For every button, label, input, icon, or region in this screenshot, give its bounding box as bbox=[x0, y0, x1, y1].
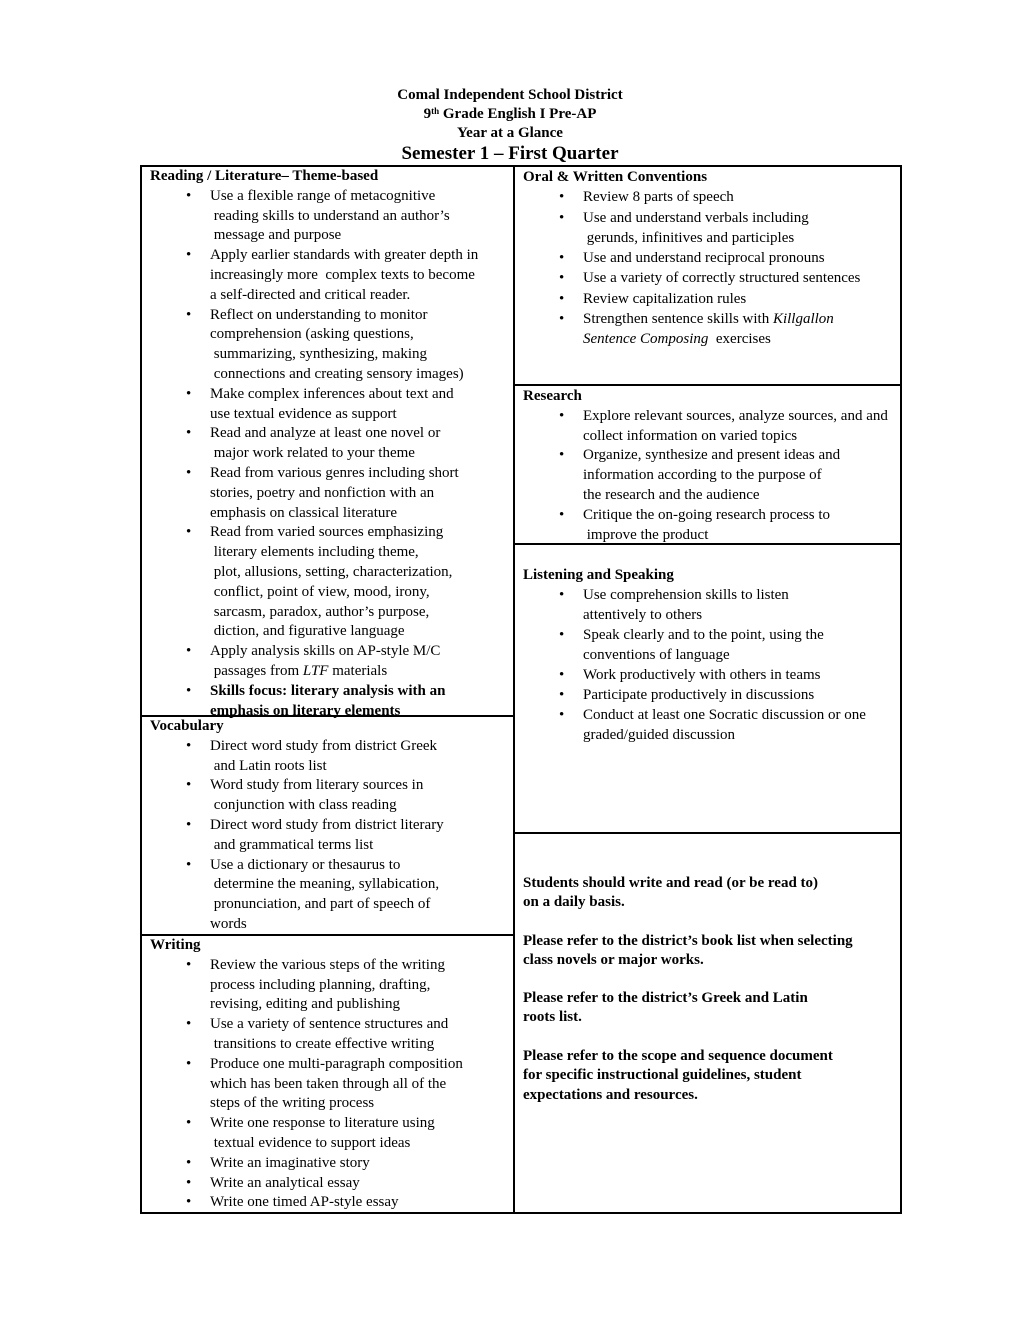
list-item bbox=[523, 446, 923, 505]
conventions-research-divider bbox=[513, 384, 902, 386]
list-item bbox=[523, 289, 903, 309]
semester-title: Semester 1 – First Quarter bbox=[401, 143, 619, 164]
list-item bbox=[523, 506, 923, 546]
item-line: • Direct word study from district literary bbox=[210, 816, 444, 833]
list-item bbox=[523, 407, 923, 447]
item-line: • Write one response to literature using bbox=[210, 1115, 435, 1132]
item-line: stories, poetry and nonfiction with an bbox=[210, 484, 435, 501]
note-line: expectations and resources. bbox=[523, 1086, 698, 1103]
year-at-glance: Year at a Glance bbox=[457, 125, 563, 141]
item-line: • Read from various genres including short bbox=[210, 464, 459, 481]
item-line: information according to the purpose of bbox=[583, 467, 822, 484]
item-line: passages from LTF materials bbox=[210, 662, 388, 679]
reading-section bbox=[150, 167, 512, 721]
item-line: collect information on varied topics bbox=[583, 427, 798, 444]
sentence-composing-emphasis: Sentence Composing bbox=[583, 331, 709, 348]
list-item bbox=[523, 625, 903, 665]
reading-list bbox=[150, 187, 512, 722]
item-line: plot, allusions, setting, characterization, bbox=[210, 563, 453, 580]
item-line: a self-directed and critical reader. bbox=[210, 286, 411, 303]
list-item bbox=[150, 246, 512, 305]
list-item bbox=[523, 268, 903, 288]
item-line: pronunciation, and part of speech of bbox=[210, 896, 431, 913]
item-line: graded/guided discussion bbox=[583, 727, 736, 743]
list-item bbox=[150, 816, 512, 856]
note-scope-sequence bbox=[523, 1047, 833, 1105]
note-line: Please refer to the district’s Greek and Latin bbox=[523, 990, 808, 1006]
item-line: • Write an analytical essay bbox=[210, 1174, 360, 1191]
course-name: Grade English I Pre-AP bbox=[439, 106, 597, 122]
list-item bbox=[150, 1193, 512, 1213]
research-title: Research bbox=[523, 388, 582, 404]
item-line: • Direct word study from district Greek bbox=[210, 737, 438, 754]
list-item bbox=[150, 385, 512, 425]
list-item bbox=[150, 737, 512, 777]
list-item bbox=[150, 424, 512, 464]
item-line: conventions of language bbox=[583, 647, 730, 663]
item-line: • Speak clearly and to the point, using the bbox=[583, 627, 824, 643]
list-item bbox=[150, 682, 512, 722]
item-line: • Write an imaginative story bbox=[210, 1154, 370, 1171]
item-line: • Use a variety of correctly structured sentences bbox=[583, 270, 861, 287]
district-name: Comal Independent School District bbox=[397, 87, 623, 103]
item-line: • Review capitalization rules bbox=[583, 290, 747, 307]
list-item bbox=[523, 685, 903, 705]
grade-suffix: th bbox=[431, 106, 440, 116]
note-line: class novels or major works. bbox=[523, 952, 704, 969]
listening-notes-divider bbox=[513, 832, 902, 834]
item-line: conjunction with class reading bbox=[210, 797, 397, 814]
item-line: steps of the writing process bbox=[210, 1095, 375, 1112]
item-line: transitions to create effective writing bbox=[210, 1035, 435, 1052]
vocabulary-section bbox=[150, 717, 512, 935]
item-line: which has been taken through all of the bbox=[210, 1075, 447, 1092]
item-line: Sentence Composing exercises bbox=[583, 331, 771, 348]
list-item bbox=[523, 248, 903, 268]
item-line: and grammatical terms list bbox=[210, 836, 374, 853]
list-item bbox=[150, 306, 512, 385]
item-line: • Use a flexible range of metacognitive bbox=[210, 187, 436, 204]
note-line: on a daily basis. bbox=[523, 894, 625, 911]
item-line: • Reflect on understanding to monitor bbox=[210, 306, 428, 323]
item-line: improve the product bbox=[583, 526, 709, 543]
conventions-title: Oral & Written Conventions bbox=[523, 169, 708, 185]
note-line: Please refer to the district’s book list when selecting bbox=[523, 933, 853, 949]
item-line: • Read and analyze at least one novel or bbox=[210, 425, 441, 442]
item-line: diction, and figurative language bbox=[210, 623, 405, 640]
conventions-section bbox=[523, 167, 903, 350]
item-line: • Produce one multi-paragraph composition bbox=[210, 1055, 463, 1072]
item-line: • Use comprehension skills to listen bbox=[583, 587, 789, 603]
item-line: increasingly more complex texts to become bbox=[210, 266, 475, 283]
item-line: words bbox=[210, 915, 247, 932]
item-line: • Skills focus: literary analysis with an bbox=[210, 682, 446, 699]
list-item bbox=[523, 705, 903, 745]
list-item bbox=[523, 309, 903, 350]
item-line: • Make complex inferences about text and bbox=[210, 385, 454, 402]
item-line: sarcasm, paradox, author’s purpose, bbox=[210, 603, 430, 620]
course-title bbox=[0, 105, 1020, 124]
item-line: • Use and understand reciprocal pronouns bbox=[583, 250, 825, 267]
list-item bbox=[150, 523, 512, 642]
item-line: • Write one timed AP-style essay bbox=[210, 1194, 399, 1211]
conventions-list bbox=[523, 187, 903, 349]
item-line: determine the meaning, syllabication, bbox=[210, 876, 440, 893]
list-item bbox=[150, 856, 512, 935]
reading-title: Reading / Literature– Theme-based bbox=[150, 168, 379, 184]
item-line: • Strengthen sentence skills with Killgallon bbox=[583, 311, 834, 328]
item-line: • Review 8 parts of speech bbox=[583, 189, 734, 206]
item-line: • Work productively with others in teams bbox=[583, 667, 821, 683]
item-line: use textual evidence as support bbox=[210, 405, 397, 422]
item-line: literary elements including theme, bbox=[210, 544, 419, 561]
item-line: • Use a variety of sentence structures and bbox=[210, 1016, 449, 1033]
item-line: conflict, point of view, mood, irony, bbox=[210, 583, 430, 600]
item-line: • Conduct at least one Socratic discussion or one bbox=[583, 707, 866, 723]
table-middle-divider bbox=[513, 165, 515, 1214]
item-line: • Apply earlier standards with greater depth in bbox=[210, 247, 479, 264]
item-line: • Organize, synthesize and present ideas and bbox=[583, 447, 841, 464]
item-line: summarizing, synthesizing, making bbox=[210, 346, 428, 363]
list-item bbox=[150, 187, 512, 246]
list-item bbox=[150, 1174, 512, 1194]
list-item bbox=[523, 208, 903, 249]
writing-title: Writing bbox=[150, 937, 201, 953]
list-item bbox=[150, 776, 512, 816]
item-line: attentively to others bbox=[583, 607, 703, 623]
vocabulary-list bbox=[150, 737, 512, 935]
item-line: • Use and understand verbals including bbox=[583, 209, 809, 226]
item-line: • Apply analysis skills on AP-style M/C bbox=[210, 643, 441, 660]
item-line: • Explore relevant sources, analyze sources, and and bbox=[583, 407, 888, 424]
item-line: • Use a dictionary or thesaurus to bbox=[210, 856, 401, 873]
item-line: the research and the audience bbox=[583, 486, 760, 503]
item-line: message and purpose bbox=[210, 227, 342, 244]
item-line: • Read from varied sources emphasizing bbox=[210, 524, 444, 541]
list-item bbox=[150, 1055, 512, 1114]
item-line: process including planning, drafting, bbox=[210, 976, 431, 993]
list-item bbox=[150, 642, 512, 682]
note-line: Please refer to the scope and sequence document bbox=[523, 1048, 833, 1064]
table-left-border bbox=[140, 165, 142, 1214]
note-line: Students should write and read (or be read to) bbox=[523, 875, 819, 891]
item-line: connections and creating sensory images) bbox=[210, 365, 464, 382]
ltf-emphasis: LTF bbox=[302, 662, 329, 679]
list-item bbox=[150, 1154, 512, 1174]
item-line: textual evidence to support ideas bbox=[210, 1134, 411, 1151]
item-line: emphasis on literary elements bbox=[210, 702, 401, 719]
note-roots-list bbox=[523, 989, 808, 1028]
list-item bbox=[150, 1015, 512, 1055]
note-daily-reading bbox=[523, 874, 818, 913]
item-line: comprehension (asking questions, bbox=[210, 326, 414, 343]
listening-title: Listening and Speaking bbox=[523, 567, 674, 583]
list-item bbox=[523, 665, 903, 685]
grade-number: 9 bbox=[423, 106, 432, 122]
item-line: • Review the various steps of the writing bbox=[210, 956, 445, 973]
writing-section bbox=[150, 936, 512, 1213]
item-line: • Participate productively in discussions bbox=[583, 687, 815, 703]
item-line: reading skills to understand an author’s bbox=[210, 207, 450, 224]
listening-section bbox=[523, 565, 903, 745]
killgallon-emphasis: Killgallon bbox=[772, 311, 834, 328]
listening-list bbox=[523, 585, 903, 745]
list-item bbox=[150, 956, 512, 1015]
note-line: for specific instructional guidelines, student bbox=[523, 1067, 802, 1084]
research-section bbox=[523, 387, 923, 545]
item-line: emphasis on classical literature bbox=[210, 504, 398, 521]
item-line: gerunds, infinitives and participles bbox=[583, 229, 795, 246]
note-line: roots list. bbox=[523, 1009, 582, 1026]
item-line: revising, editing and publishing bbox=[210, 996, 400, 1013]
research-list bbox=[523, 407, 923, 546]
item-line: and Latin roots list bbox=[210, 757, 327, 774]
list-item bbox=[523, 187, 903, 207]
list-item bbox=[150, 1114, 512, 1154]
writing-list bbox=[150, 956, 512, 1213]
list-item bbox=[150, 464, 512, 523]
item-line: major work related to your theme bbox=[210, 445, 415, 462]
item-line: • Word study from literary sources in bbox=[210, 777, 424, 794]
list-item bbox=[523, 585, 903, 625]
note-book-list bbox=[523, 932, 853, 971]
vocabulary-title: Vocabulary bbox=[150, 718, 224, 734]
item-line: • Critique the on-going research process to bbox=[583, 506, 831, 523]
